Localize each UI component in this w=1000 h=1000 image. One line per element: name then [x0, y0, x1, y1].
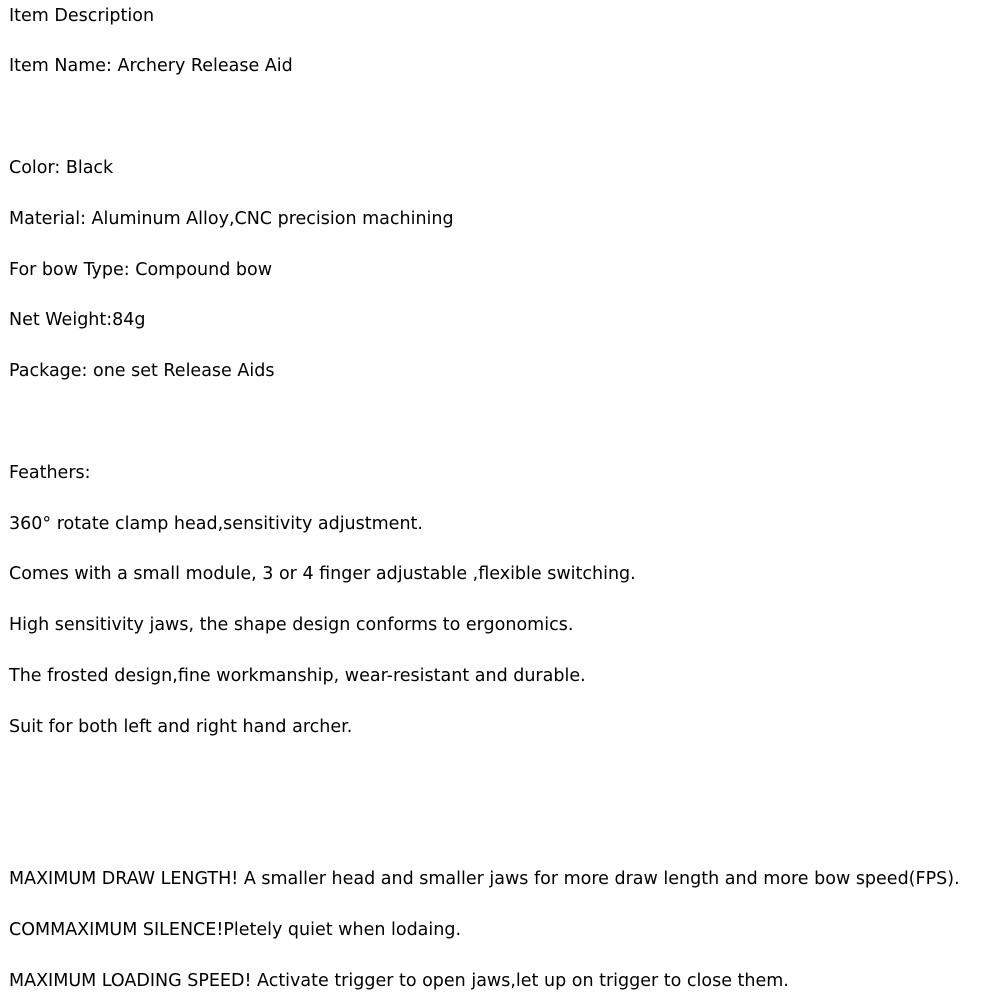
net-weight-line: Net Weight:84g	[9, 310, 146, 330]
feature-item: High sensitivity jaws, the shape design conforms to ergonomics.	[9, 615, 574, 635]
highlight-item: MAXIMUM LOADING SPEED! Activate trigger to open jaws,let up on trigger to close them.	[9, 971, 789, 991]
item-name-line: Item Name: Archery Release Aid	[9, 56, 293, 76]
package-line: Package: one set Release Aids	[9, 361, 275, 381]
highlight-item: MAXIMUM DRAW LENGTH! A smaller head and smaller jaws for more draw length and more bow speed(FPS).	[9, 869, 960, 889]
feature-item: The frosted design,fine workmanship, wear-resistant and durable.	[9, 666, 586, 686]
feature-item: 360° rotate clamp head,sensitivity adjustment.	[9, 514, 423, 534]
item-description-heading: Item Description	[9, 6, 155, 26]
color-line: Color: Black	[9, 158, 114, 178]
bow-type-line: For bow Type: Compound bow	[9, 260, 273, 280]
highlight-item: COMMAXIMUM SILENCE!Pletely quiet when lodaing.	[9, 920, 462, 940]
feature-item: Comes with a small module, 3 or 4 finger adjustable ,flexible switching.	[9, 564, 636, 584]
feature-item: Suit for both left and right hand archer.	[9, 717, 353, 737]
features-heading: Feathers:	[9, 463, 91, 483]
material-line: Material: Aluminum Alloy,CNC precision machining	[9, 209, 454, 229]
